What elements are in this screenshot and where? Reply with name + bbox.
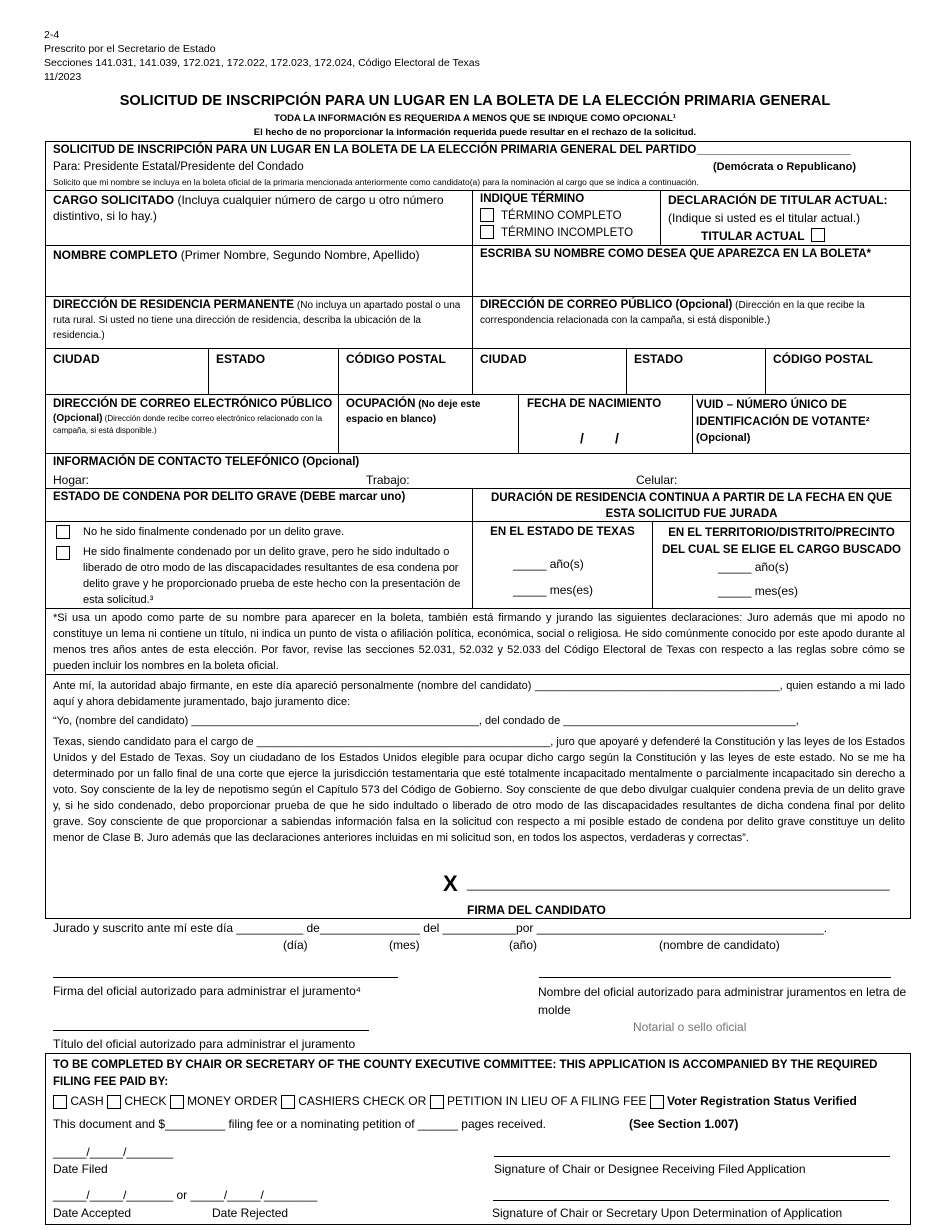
term-full-label: TÉRMINO COMPLETO — [501, 210, 622, 222]
term-label: INDIQUE TÉRMINO — [480, 193, 585, 205]
occupation-label: OCUPACIÓN (No deje este espacio en blanco) — [346, 398, 481, 425]
jurat-year: (año) — [509, 938, 538, 952]
cashiers-check-checkbox[interactable] — [281, 1095, 295, 1109]
mail-city-label: CIUDAD — [480, 352, 527, 366]
term-full-checkbox[interactable] — [480, 208, 494, 222]
residence-address-label: DIRECCIÓN DE RESIDENCIA PERMANENTE (No incluya un apartado postal o una ruta rural. Si usted no tiene una dirección de residencia, describa la ubicación de la residencia.) — [53, 299, 461, 341]
incumbent-note: (Indique si usted es el titular actual.) — [668, 211, 861, 225]
mail-zip-label: CÓDIGO POSTAL — [773, 352, 873, 366]
party-note: (Demócrata o Republicano) — [713, 161, 857, 173]
email-label: DIRECCIÓN DE CORREO ELECTRÓNICO PÚBLICO — [53, 398, 333, 410]
form-number: 2-4 — [44, 29, 60, 41]
check-checkbox[interactable] — [107, 1095, 121, 1109]
officer-name-label: Nombre del oficial autorizado para administrar juramentos en letra de molde — [538, 985, 907, 1017]
res-city-label: CIUDAD — [53, 352, 100, 366]
code-sections: Secciones 141.031, 141.039, 172.021, 172.022, 172.023, 172.024, Código Electoral de Texas — [44, 57, 480, 69]
receiving-signature-line[interactable] — [494, 1156, 890, 1157]
cash-checkbox[interactable] — [53, 1095, 67, 1109]
money-order-checkbox[interactable] — [170, 1095, 184, 1109]
full-name-label: NOMBRE COMPLETO (Primer Nombre, Segundo Nombre, Apellido) — [53, 248, 420, 262]
page-title: SOLICITUD DE INSCRIPCIÓN PARA UN LUGAR EN LA BOLETA DE LA ELECCIÓN PRIMARIA GENERAL — [119, 93, 831, 109]
determination-signature-line[interactable] — [493, 1200, 889, 1201]
felony-label: ESTADO DE CONDENA POR DELITO GRAVE (DEBE marcar uno) — [53, 491, 406, 503]
signature-x-mark: X — [443, 871, 458, 896]
phone-label: INFORMACIÓN DE CONTACTO TELEFÓNICO (Opcional) — [53, 456, 360, 468]
date-accepted-label: Date Accepted — [53, 1206, 132, 1220]
territory-label: EN EL TERRITORIO/DISTRITO/PRECINTO DEL CUAL SE ELIGE EL CARGO BUSCADO — [662, 527, 901, 556]
notary-seal-note: Notarial o sello oficial — [633, 1020, 747, 1034]
mail-state-label: ESTADO — [634, 352, 684, 366]
officer-signature-line[interactable] — [53, 977, 398, 978]
incumbent-checkbox[interactable] — [811, 228, 825, 242]
vuid-label: VUID – NÚMERO ÚNICO DE IDENTIFICACIÓN DE VOTANTE² — [696, 399, 870, 428]
party-request: Solicito que mi nombre se incluya en la boleta oficial de la primaria mencionada anteriormente como candidato(a) para la nominación al cargo que se indica a continuación. — [53, 177, 699, 187]
party-heading: SOLICITUD DE INSCRIPCIÓN PARA UN LUGAR EN LA BOLETA DE LA ELECCIÓN PRIMARIA GENERAL DEL PARTIDO — [53, 144, 697, 156]
fee-options: CASH CHECK MONEY ORDER CASHIERS CHECK OR PETITION IN LIEU OF A FILING FEE Voter Registration Status Verified — [53, 1093, 857, 1109]
officer-title-label: Título del oficial autorizado para administrar el juramento — [53, 1037, 356, 1051]
phone-cell[interactable]: Celular: — [636, 473, 678, 487]
receiving-signature-label: Signature of Chair or Designee Receiving Filed Application — [494, 1162, 806, 1176]
texas-label: EN EL ESTADO DE TEXAS — [490, 526, 635, 538]
res-state-label: ESTADO — [216, 352, 266, 366]
term-unexpired-checkbox[interactable] — [480, 225, 494, 239]
voter-verified-checkbox[interactable] — [650, 1095, 664, 1109]
determination-signature-label: Signature of Chair or Secretary Upon Determination of Application — [492, 1206, 843, 1220]
mailing-address-label: DIRECCIÓN DE CORREO PÚBLICO (Opcional) (Dirección en la que recibe la correspondencia relacionada con la campaña, si está disponible.) — [480, 299, 865, 326]
jurat-candidate: (nombre de candidato) — [659, 938, 780, 952]
felony-opt1-label: No he sido finalmente condenado por un delito grave. — [83, 526, 345, 538]
vuid-optional: (Opcional) — [696, 432, 751, 444]
party-to: Para: Presidente Estatal/Presidente del Condado — [53, 161, 304, 173]
ballot-name-label: ESCRIBA SU NOMBRE COMO DESEA QUE APAREZCA EN LA BOLETA* — [480, 248, 872, 260]
officer-signature-label: Firma del oficial autorizado para administrar el juramento⁴ — [53, 984, 361, 998]
phone-home[interactable]: Hogar: — [53, 473, 90, 487]
rejection-notice: El hecho de no proporcionar la información requerida puede resultar en el rechazo de la solicitud. — [253, 127, 697, 138]
date-filed-label: Date Filed — [53, 1162, 108, 1176]
incumbent-label: DECLARACIÓN DE TITULAR ACTUAL: — [668, 193, 888, 207]
prescribed-by: Prescrito por el Secretario de Estado — [44, 43, 216, 55]
see-section-note: (See Section 1.007) — [629, 1117, 739, 1131]
oath-line3: Texas, siendo candidato para el cargo de ________________________________________________, juro que apoyaré y defenderé la Constitución y las leyes de los Estados Unidos y del Estado de Texas. Soy un ciudadano de los Estados Unidos elegible para ocupar dicho cargo según la Constitución y las leyes de este estado. No se me ha determinado por un fallo final de una corte que ejerce la jurisdicción testamentaria que esté totalmente incapacitado mentalmente o parcialmente incapacitado sin derecho a voto. Soy consciente de la ley de nepotismo según el Capítulo 573 del Código de Gobierno. Soy consciente de que debo divulgar cualquier condena previa de un delito grave y, si he sido condenado, debo proporcionar prueba de que he sido indultado o liberado de otro modo de las discapacidades resultantes de dicha condena final por delito grave. Soy consciente de que proporcionar a sabiendas información falsa en la solicitud con respecto a mi posible estado de condena por delito grave constituye un delito menor de Clase B. Juro además que las declaraciones anteriores incluidas en mi solicitud son, en todos los aspectos, verdaderas y correctas”. — [53, 736, 905, 844]
jurat-month: (mes) — [389, 938, 420, 952]
incumbent-box-label: TITULAR ACTUAL — [701, 229, 805, 243]
dob-label: FECHA DE NACIMIENTO — [527, 398, 662, 410]
required-notice: TODA LA INFORMACIÓN ES REQUERIDA A MENOS QUE SE INDIQUE COMO OPCIONAL¹ — [274, 113, 676, 124]
texas-months[interactable]: _____ mes(es) — [513, 583, 594, 597]
date-filed-field[interactable]: _____/_____/_______ — [53, 1145, 174, 1159]
petition-checkbox[interactable] — [430, 1095, 444, 1109]
candidate-signature-label: FIRMA DEL CANDIDATO — [467, 903, 606, 917]
application-form — [45, 141, 911, 1225]
office-label: CARGO SOLICITADO (Incluya cualquier número de cargo u otro número distintivo, si lo hay.) — [53, 193, 444, 224]
felony-opt2-label: He sido finalmente condenado por un delito grave, pero he sido indultado o liberado de otro modo de las discapacidades resultantes de esa condena por delito grave y he proporcionado prueba de este hecho con la presentación de esta solicitud.³ — [83, 546, 461, 606]
officer-name-line[interactable] — [539, 977, 891, 978]
texas-years[interactable]: _____ año(s) — [513, 557, 584, 571]
candidate-signature-line[interactable]: ______________________________________ — [467, 871, 890, 893]
dob-slashes: / / — [580, 430, 619, 446]
date-rejected-label: Date Rejected — [212, 1206, 289, 1220]
res-zip-label: CÓDIGO POSTAL — [346, 352, 446, 366]
email-note: (Opcional) (Dirección donde recibe correo electrónico relacionado con la campaña, si está disponible.) — [53, 413, 323, 435]
jurat-day: (día) — [283, 938, 308, 952]
form-header — [44, 28, 480, 84]
nickname-note: *Si usa un apodo como parte de su nombre para aparecer en la boleta, también está firmando y jurando las siguientes declaraciones: Juro además que mi apodo no constituye un lema ni contiene un título, ni indica un punto de vista o afiliación política, económica, social o religiosa. He sido comúnmente conocido por este apodo durante al menos tres años antes de esta elección. Por favor, revise las secciones 52.031, 52.032 y 52.033 del Código Electoral de Texas con respecto a las reglas sobre cómo se pueden incluir los nombres en la boleta oficial. — [53, 612, 905, 672]
date-accepted-rejected-field[interactable]: _____/_____/_______ or _____/_____/________ — [53, 1188, 318, 1202]
form-date: 11/2023 — [44, 71, 82, 83]
territory-years[interactable]: _____ año(s) — [718, 560, 789, 574]
office-use-heading: TO BE COMPLETED BY CHAIR OR SECRETARY OF THE COUNTY EXECUTIVE COMMITTEE: THIS APPLICATION IS ACCOMPANIED BY THE REQUIRED FILING FEE PAID BY: — [53, 1059, 878, 1088]
oath-line1: Ante mí, la autoridad abajo firmante, en este día apareció personalmente (nombre del candidato) ________________________________________, quien estando a mi lado aquí y ahora debidamente juramentado, bajo juramento dice: — [53, 680, 905, 708]
term-unexpired-label: TÉRMINO INCOMPLETO — [501, 227, 634, 239]
residence-label: DURACIÓN DE RESIDENCIA CONTINUA A PARTIR DE LA FECHA EN QUE ESTA SOLICITUD FUE JURADA — [490, 492, 893, 520]
phone-work[interactable]: Trabajo: — [366, 473, 410, 487]
document-received-line[interactable]: This document and $_________ filing fee or a nominating petition of ______ pages received. — [53, 1117, 547, 1131]
officer-title-line[interactable] — [53, 1030, 369, 1031]
party-blank-field[interactable]: ________________________ — [697, 144, 851, 156]
felony-opt1-checkbox[interactable] — [56, 525, 70, 539]
jurat-line[interactable]: Jurado y suscrito ante mí este día __________ de_______________ del ___________por ___________________________________________. — [53, 921, 828, 935]
territory-months[interactable]: _____ mes(es) — [718, 584, 799, 598]
felony-opt2-checkbox[interactable] — [56, 546, 70, 560]
oath-line2: “Yo, (nombre del candidato) _______________________________________________, del condado de ______________________________________, — [53, 715, 799, 727]
